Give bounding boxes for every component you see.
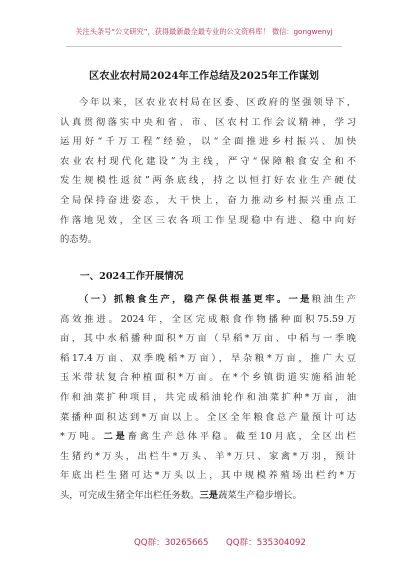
text-line: 稻17.4万亩、双季晚稻*万亩），旱杂粮*万亩，推广大豆 <box>60 352 356 364</box>
text-line: 运用好“千万工程”经验，以“全面推进乡村振兴、加快 <box>60 136 356 148</box>
text-line: 的态势。 <box>60 234 98 246</box>
text-span: *万吨。 <box>60 431 104 443</box>
text-line: 作落地见效，全区三农各项工作呈现稳中有进、稳中向好 <box>60 214 356 226</box>
text-line: 全局保持奋进姿态，大干快上，奋力推动乡村振兴重点工 <box>60 194 356 206</box>
header-divider <box>66 46 342 47</box>
text-line <box>60 290 356 310</box>
text-line: 生猪约*万头，出栏牛*万头、羊*万只、家禽*万羽，预计 <box>60 450 356 462</box>
text-line: 亩，其中水稻播种面积*万亩（早稻*万亩、中稻与一季晚 <box>60 333 356 345</box>
text-line: 作和油菜扩种项目，共完成稻油轮作和油菜扩种*万亩，油 <box>60 391 356 403</box>
section-heading: 一、2024工作开展情况 <box>80 271 184 282</box>
text-line: 农业农村现代化建设”为主线，严守“保障粮食安全和不 <box>60 155 356 167</box>
text-line <box>60 486 356 506</box>
text-line: 玉米带状复合种植面积*万亩。在*个乡镇街道实施稻油轮 <box>60 372 356 384</box>
promo-banner: 关注头条号“公文研究”，获得最新最全最专业的公文资料库！ 微信：gongwenyj <box>75 27 333 36</box>
text-span: 头，可完成生猪全年出栏任务数。 <box>60 489 200 501</box>
text-span: 蔬菜生产稳步增长。 <box>218 489 302 501</box>
grain-production-paragraph <box>60 290 356 506</box>
item-marker: 二是 <box>103 431 128 443</box>
qq-group-1: QQ群：30265665 <box>134 538 209 548</box>
text-line: 年底出栏生猪可达*万头以上，其中规模养殖场出栏约*万 <box>60 470 356 482</box>
qq-group-2: QQ群：535304092 <box>226 538 306 548</box>
item-marker: 一是 <box>288 294 312 305</box>
item-marker: 三是 <box>199 489 219 501</box>
text-span: 畜禽生产总体平稳。截至10月底，全区出栏 <box>127 431 356 443</box>
text-line: 认真贯彻落实中央和省、市、区农村工作会议精神，学习 <box>60 116 356 128</box>
text-span: 粮油生产 <box>311 294 356 305</box>
text-line: 高效推进。2024年，全区完成粮食作物播种面积75.59万 <box>60 313 356 325</box>
text-line: 发生规模性返贫”两条底线，持之以恒打好农业生产硬仗 <box>60 175 356 187</box>
text-line: 今年以来，区农业农村局在区委、区政府的坚强领导下， <box>79 97 356 108</box>
subsection-label: （一）抓粮食生产，稳产保供根基更牢。 <box>79 294 289 305</box>
text-line: 菜播种面积达到*万亩以上。全区全年粮食总产量预计可达 <box>60 411 356 423</box>
intro-paragraph <box>60 93 356 250</box>
document-title: 区农业农村局2024年工作总结及2025年工作谋划 <box>89 70 319 82</box>
text-line <box>60 427 356 447</box>
